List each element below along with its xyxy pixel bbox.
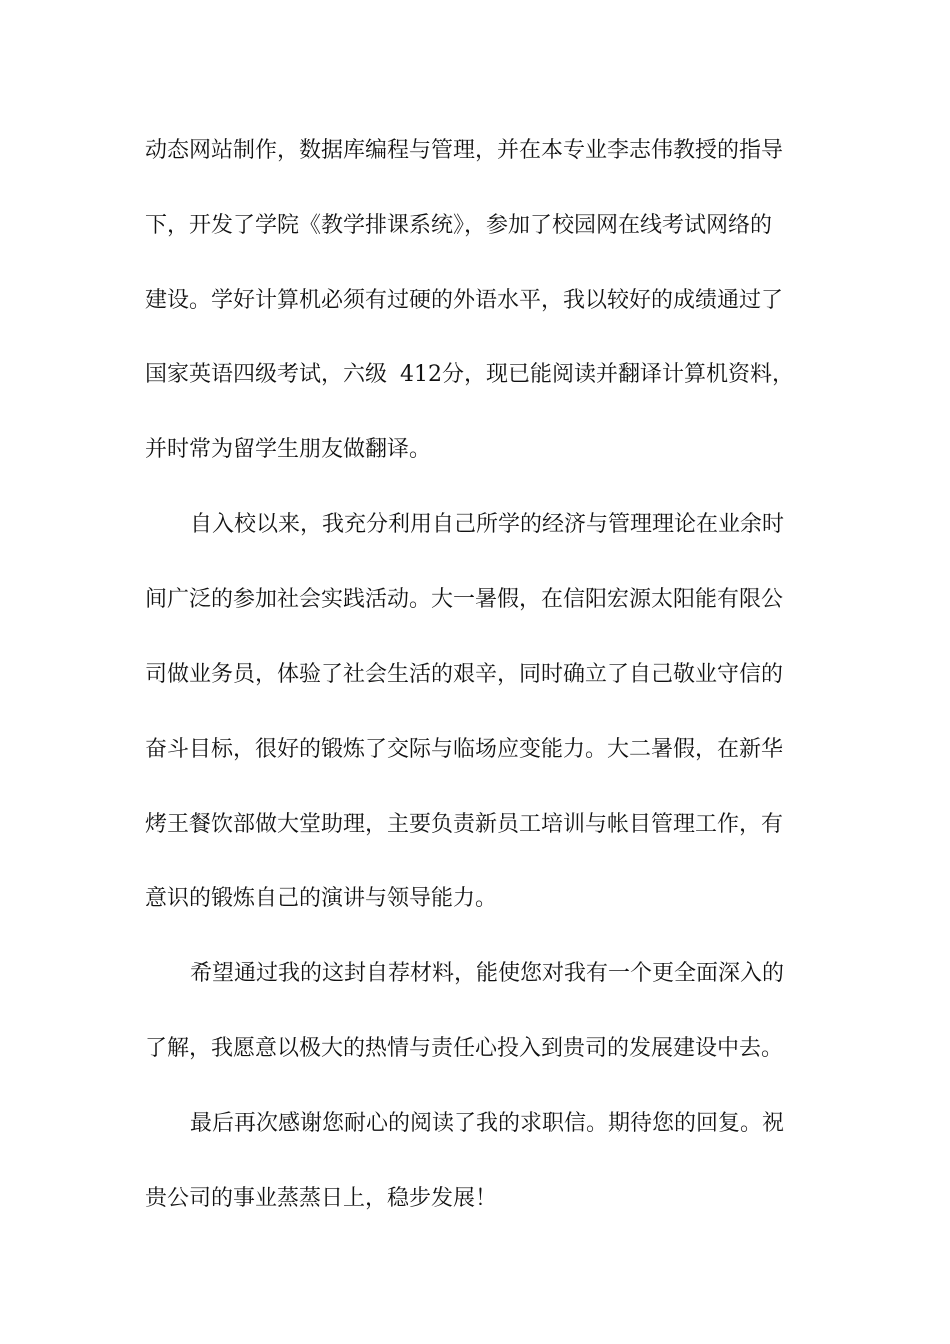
text-line-content: 下，开发了学院《教学排课系统》，参加了校园网在线考试网络的 (145, 213, 773, 238)
text-line (0, 730, 950, 770)
text-line-content: 贵公司的事业蒸蒸日上，稳步发展！ (145, 1186, 498, 1211)
text-line-content: 司做业务员，体验了社会生活的艰辛，同时确立了自己敬业守信的 (145, 662, 784, 687)
text-line-content: 并时常为留学生朋友做翻译。 (145, 437, 432, 462)
paragraph-first-line (0, 1104, 950, 1144)
text-line-content: 动态网站制作，数据库编程与管理，并在本专业李志伟教授的指导 (145, 138, 784, 163)
paragraph-first-line (0, 954, 950, 994)
text-line (0, 131, 950, 171)
text-line-content: 自入校以来，我充分利用自己所学的经济与管理理论在业余时 (190, 512, 785, 537)
paragraph-first-line (0, 505, 950, 545)
text-line (0, 1029, 950, 1069)
text-line (0, 879, 950, 919)
text-line (0, 580, 950, 620)
text-line (0, 355, 950, 395)
text-line-content: 希望通过我的这封自荐材料，能使您对我有一个更全面深入的 (190, 961, 785, 986)
text-line (0, 805, 950, 845)
text-line (0, 206, 950, 246)
text-line (0, 655, 950, 695)
text-line-content: 奋斗目标，很好的锻炼了交际与临场应变能力。大二暑假，在新华 (145, 737, 784, 762)
text-line (0, 430, 950, 470)
text-line (0, 1179, 950, 1219)
score-number: 412 (400, 362, 442, 387)
text-line-content: 国家英语四级考试，六级 (145, 362, 388, 387)
text-line-content: 了解，我愿意以极大的热情与责任心投入到贵司的发展建设中去。 (145, 1036, 784, 1061)
text-line (0, 281, 950, 321)
text-line-content: 意识的锻炼自己的演讲与领导能力。 (145, 886, 498, 911)
text-line-content: 烤王餐饮部做大堂助理，主要负责新员工培训与帐目管理工作，有 (145, 812, 784, 837)
text-line-content: 间广泛的参加社会实践活动。大一暑假，在信阳宏源太阳能有限公 (145, 587, 784, 612)
text-line-content: 分，现已能阅读并翻译计算机资料， (442, 362, 795, 387)
text-line-content: 建设。学好计算机必须有过硬的外语水平，我以较好的成绩通过了 (145, 288, 784, 313)
text-line-content: 最后再次感谢您耐心的阅读了我的求职信。期待您的回复。祝 (190, 1111, 785, 1136)
